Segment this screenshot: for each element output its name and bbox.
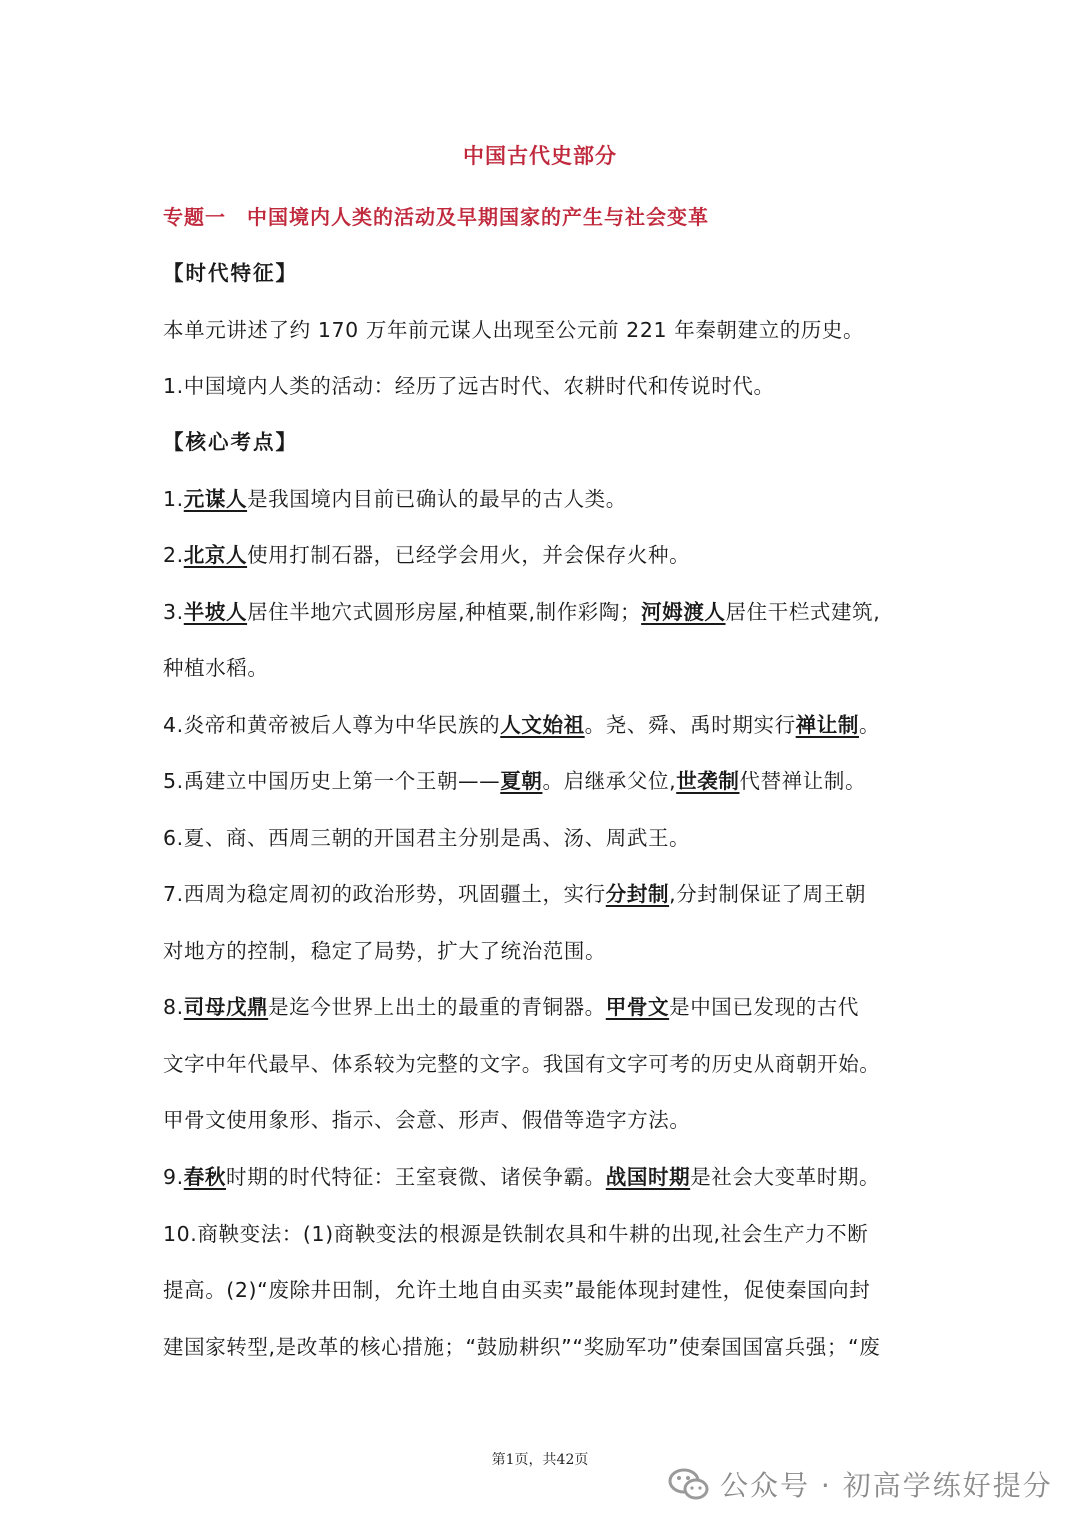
core-point-1	[163, 485, 627, 513]
page-number: 第1页，共42页	[491, 1452, 589, 1468]
text-segment: 是社会大变革时期。	[690, 1165, 881, 1189]
key-term: 人文始祖	[500, 713, 585, 737]
core-point-8-cont2: 甲骨文使用象形、指示、会意、形声、假借等造字方法。	[163, 1108, 691, 1132]
section-heading-core: 【核心考点】	[163, 430, 298, 454]
key-term: 分封制	[605, 882, 670, 906]
text-segment: 时期的时代特征：王室衰微、诸侯争霸。	[225, 1165, 606, 1189]
text-segment: 1.	[163, 487, 184, 511]
text-segment: 居住干栏式建筑,	[725, 600, 881, 624]
core-point-3	[163, 598, 880, 626]
text-segment: 8.	[163, 995, 184, 1019]
key-term: 司母戊鼎	[183, 995, 269, 1019]
core-point-6: 6.夏、商、西周三朝的开国君主分别是禹、汤、周武王。	[163, 826, 691, 850]
text-segment: 。尧、舜、禹时期实行	[584, 713, 796, 737]
text-segment: 。	[858, 713, 881, 737]
text-segment: 代替禅让制。	[739, 769, 867, 793]
text-segment: 5.禹建立中国历史上第一个王朝——	[163, 769, 501, 793]
text-segment: 4.炎帝和黄帝被后人尊为中华民族的	[163, 713, 501, 737]
text-segment: 。启继承父位,	[542, 769, 677, 793]
core-point-10-cont2: 建国家转型,是改革的核心措施；“鼓励耕织”“奖励军功”使秦国国富兵强；“废	[163, 1335, 881, 1359]
core-point-4	[163, 711, 880, 739]
key-term: 世袭制	[676, 769, 740, 793]
core-point-8	[163, 993, 859, 1021]
core-point-10: 10.商鞅变法：(1)商鞅变法的根源是铁制农具和牛耕的出现,社会生产力不断	[163, 1222, 869, 1246]
text-segment: 使用打制石器，已经学会用火，并会保存火种。	[247, 543, 691, 567]
text-segment: 是迄今世界上出土的最重的青铜器。	[268, 995, 606, 1019]
core-point-2	[163, 541, 690, 569]
text-segment: 2.	[163, 543, 184, 567]
core-point-9	[163, 1163, 880, 1191]
text-segment: 9.	[163, 1165, 184, 1189]
page-title: 中国古代史部分	[463, 144, 617, 168]
watermark-text: 公众号 · 初高学练好提分	[720, 1469, 1053, 1502]
text-segment: 7.西周为稳定周初的政治形势，巩固疆土，实行	[163, 882, 606, 906]
key-term: 元谋人	[183, 487, 248, 511]
text-segment: ,分封制保证了周王朝	[669, 882, 867, 906]
key-term: 春秋	[183, 1165, 226, 1189]
key-term: 战国时期	[605, 1165, 691, 1189]
key-term: 北京人	[183, 543, 248, 567]
section-heading-era: 【时代特征】	[163, 261, 298, 285]
key-term: 甲骨文	[605, 995, 670, 1019]
text-segment: 是中国已发现的古代	[669, 995, 859, 1019]
key-term: 半坡人	[183, 600, 248, 624]
core-point-10-cont: 提高。(2)“废除井田制，允许土地自由买卖”最能体现封建性，促使秦国向封	[163, 1278, 871, 1302]
core-point-3-cont: 种植水稻。	[163, 656, 269, 680]
core-point-8-cont: 文字中年代最早、体系较为完整的文字。我国有文字可考的历史从商朝开始。	[163, 1052, 881, 1076]
text-segment: 居住半地穴式圆形房屋,种植粟,制作彩陶；	[247, 600, 642, 624]
watermark	[668, 1460, 1053, 1508]
core-point-5	[163, 767, 866, 795]
text-segment: 是我国境内目前已确认的最早的古人类。	[247, 487, 627, 511]
intro-text: 本单元讲述了约 170 万年前元谋人出现至公元前 221 年秦朝建立的历史。	[163, 318, 865, 342]
core-point-7-cont: 对地方的控制，稳定了局势，扩大了统治范围。	[163, 939, 607, 963]
key-term: 夏朝	[500, 769, 543, 793]
key-term: 禅让制	[795, 713, 859, 737]
text-segment: 3.	[163, 600, 184, 624]
topic-heading: 专题一 中国境内人类的活动及早期国家的产生与社会变革	[163, 205, 709, 229]
core-point-7	[163, 880, 866, 908]
key-term: 河姆渡人	[641, 600, 726, 624]
wechat-icon	[668, 1466, 710, 1502]
point-text: 1.中国境内人类的活动：经历了远古时代、农耕时代和传说时代。	[163, 374, 775, 398]
